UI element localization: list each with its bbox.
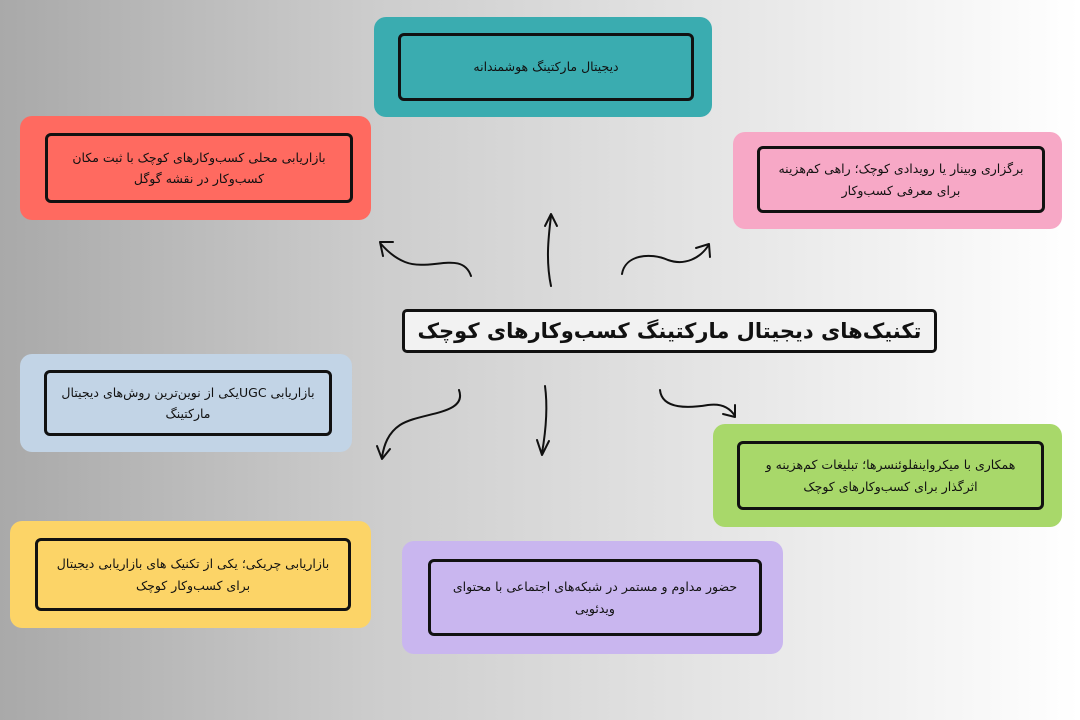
node-webinar-text: برگزاری وبینار یا رویدادی کوچک؛ راهی کم‌هزینه برای معرفی کسب‌وکار — [778, 161, 1024, 198]
card-local-marketing — [20, 116, 371, 220]
node-smart-text: دیجیتال مارکتینگ هوشمندانه — [473, 59, 619, 75]
arrow-to-social — [542, 386, 546, 453]
card-ugc-marketing — [20, 354, 352, 452]
arrow-to-webinar — [622, 246, 708, 274]
node-social-text: حضور مداوم و مستمر در شبکه‌های اجتماعی با محتوای ویدئویی — [452, 579, 738, 616]
card-social-video — [402, 541, 783, 654]
node-ugc-text: بازاریابی UGCیکی از نوین‌ترین روش‌های دیجیتال مارکتینگ — [61, 384, 315, 421]
card-webinar — [733, 132, 1062, 229]
node-micro-text: همکاری با میکرواینفلوئنسرها؛ تبلیغات کم‌هزینه و اثرگذار برای کسب‌وکارهای کوچک — [765, 457, 1016, 494]
card-smart-marketing — [374, 17, 712, 117]
arrow-to-micro — [660, 390, 735, 416]
node-guerrilla-text: بازاریابی چریکی؛ یکی از تکنیک های بازاریابی دیجیتال برای کسب‌وکار کوچک — [56, 556, 330, 593]
arrow-to-smart — [548, 216, 551, 286]
card-guerrilla-marketing — [10, 521, 371, 628]
card-micro-influencers — [713, 424, 1062, 527]
arrow-to-local — [381, 244, 471, 276]
node-local-text: بازاریابی محلی کسب‌وکارهای کوچک با ثبت مکان کسب‌وکار در نقشه گوگل — [72, 149, 326, 186]
diagram-title — [402, 309, 937, 353]
diagram-title-text: تکنیک‌های دیجیتال مارکتینگ کسب‌وکارهای کوچک — [417, 319, 922, 343]
arrow-to-ugc — [382, 390, 460, 457]
